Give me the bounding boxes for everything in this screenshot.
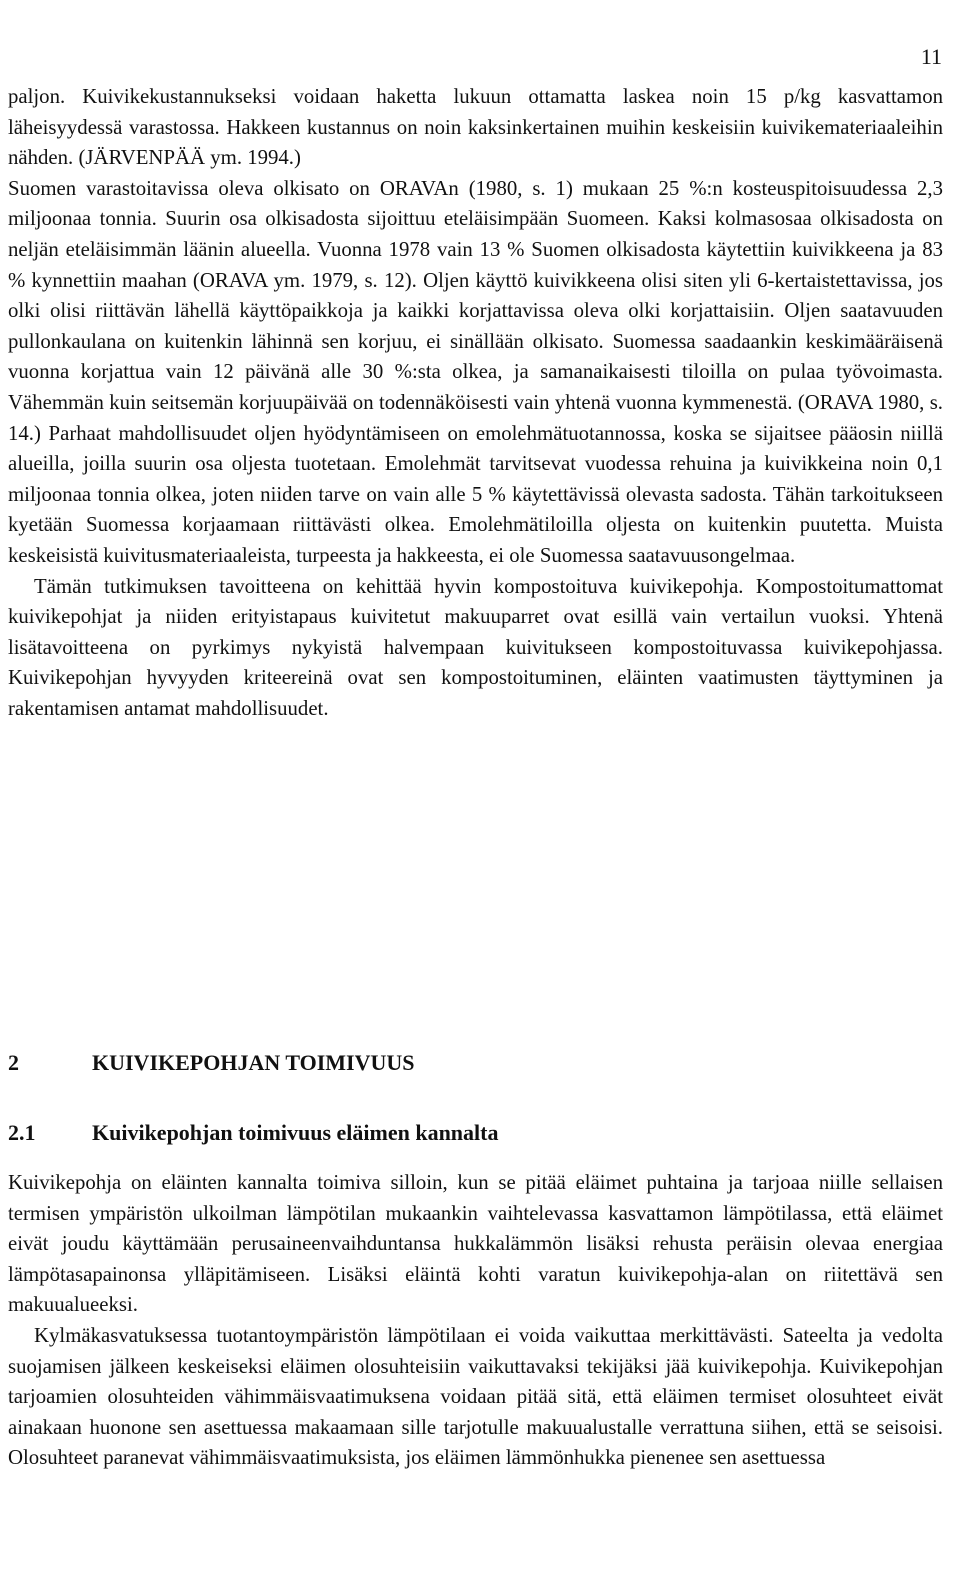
subsection-heading: [8, 1120, 938, 1146]
page-number: 11: [920, 44, 942, 69]
paragraph-2: Suomen varastoitavissa oleva olkisato on ORAVAn (1980, s. 1) mukaan 25 %:n kosteuspitoisuudessa 2,3 miljoonaa tonnia. Suurin osa olkisadosta sijoittuu eteläisimpään Suomeen. Kaksi kolmasosaa olkisadosta on neljän eteläisimmän läänin alueella. Vuonna 1978 vain 13 % Suomen olkisadosta käytettiin kuivikkeena ja 83 % kynnettiin maahan (ORAVA ym. 1979, s. 12). Oljen käyttö kuivikkeena olisi siten yli 6-kertaistettavissa, jos olki olisi riittävän lähellä käyttöpaikkoja ja kaikki korjattavissa oleva olki korjattaisiin. Oljen saatavuuden pullonkaulana on kuitenkin lähinnä sen korjuu, ei sinällään olkisato. Suomessa saadaankin keskimääräisenä vuonna korjattua vain 12 päivänä alle 30 %:sta olkea, ja samanaikaisesti tiloilla on pulaa työvoimasta. Vähemmän kuin seitsemän korjuupäivää on todennäköisesti vain yhtenä vuonna kymmenestä. (ORAVA 1980, s. 14.) Parhaat mahdollisuudet oljen hyödyntämiseen on emolehmätuotannossa, koska se sijaitsee pääosin niillä alueilla, joilla suurin osa oljesta tuotetaan. Emolehmät tarvitsevat vuodessa rehuina ja kuivikkeina noin 0,1 miljoonaa tonnia olkea, joten niiden tarve on vain alle 5 % käytettävissä olevasta sadosta. Tähän tarkoitukseen kyetään Suomessa korjaamaan riittävästi olkea. Emolehmätiloilla oljesta on kuitenkin puutetta. Muista keskeisistä kuivitusmateriaaleista, turpeesta ja hakkeesta, ei ole Suomessa saatavuusongelmaa.: [8, 176, 943, 567]
section-number: 2: [8, 1050, 19, 1075]
paragraph-5: Kylmäkasvatuksessa tuotantoympäristön lämpötilaan ei voida vaikuttaa merkittävästi. Sateelta ja vedolta suojamisen jälkeen keskeiseksi eläimen olosuhteisiin vaikuttavaksi tekijäksi jää kuivikepohja. Kuivikepohjan tarjoamien olosuhteiden vähimmäisvaatimuksena voidaan pitää sitä, että eläimen termiset olosuhteet eivät ainakaan huonone sen asettuessa makaamaan sille tarjotulle makuualustalle verrattuna siihen, että se seisoisi. Olosuhteet paranevat vähimmäisvaatimuksista, jos eläimen lämmönhukka pienenee sen asettuessa: [8, 1323, 943, 1470]
section-title: KUIVIKEPOHJAN TOIMIVUUS: [92, 1050, 415, 1075]
paragraph-1: paljon. Kuivikekustannukseksi voidaan haketta lukuun ottamatta laskea noin 15 p/kg kasvattamon läheisyydessä varastossa. Hakkeen kustannus on noin kaksinkertainen muihin keskeisiin kuivikemateriaaleihin nähden. (JÄRVENPÄÄ ym. 1994.): [8, 85, 943, 170]
paragraph-3: Tämän tutkimuksen tavoitteena on kehittää hyvin kompostoituva kuivikepohja. Kompostoitumattomat kuivikepohjat ja niiden erityistapaus kuivitetut makuuparret ovat esillä vain vertailun vuoksi. Yhtenä lisätavoitteena on pyrkimys nykyistä halvempaan kuivitukseen kompostoituvassa kuivikepohjassa. Kuivikepohjan hyvyyden kriteereinä ovat sen kompostoituminen, eläinten vaatimusten täyttyminen ja rakentamisen antamat mahdollisuudet.: [8, 574, 943, 720]
body-text-bottom: [8, 1168, 943, 1474]
subsection-title: Kuivikepohjan toimivuus eläimen kannalta: [92, 1120, 499, 1145]
paragraph-4: Kuivikepohja on eläinten kannalta toimiva silloin, kun se pitää eläimet puhtaina ja tarjoaa niille sellaisen termisen ympäristön ulkoilman lämpötilan mukaankin vaihtelevassa kasvattamon lämpötilassa, että eläimet eivät joudu käyttämään perusaineenvaihduntansa hukkalämmön lisäksi rehusta peräisin olevaa energiaa lämpötasapainonsa ylläpitämiseen. Lisäksi eläintä kohti varatun kuivikepohja-alan on riitettävä sen makuualueeksi.: [8, 1171, 943, 1317]
section-heading: [8, 1050, 938, 1076]
subsection-number: 2.1: [8, 1120, 36, 1145]
body-text-top: [8, 82, 943, 724]
